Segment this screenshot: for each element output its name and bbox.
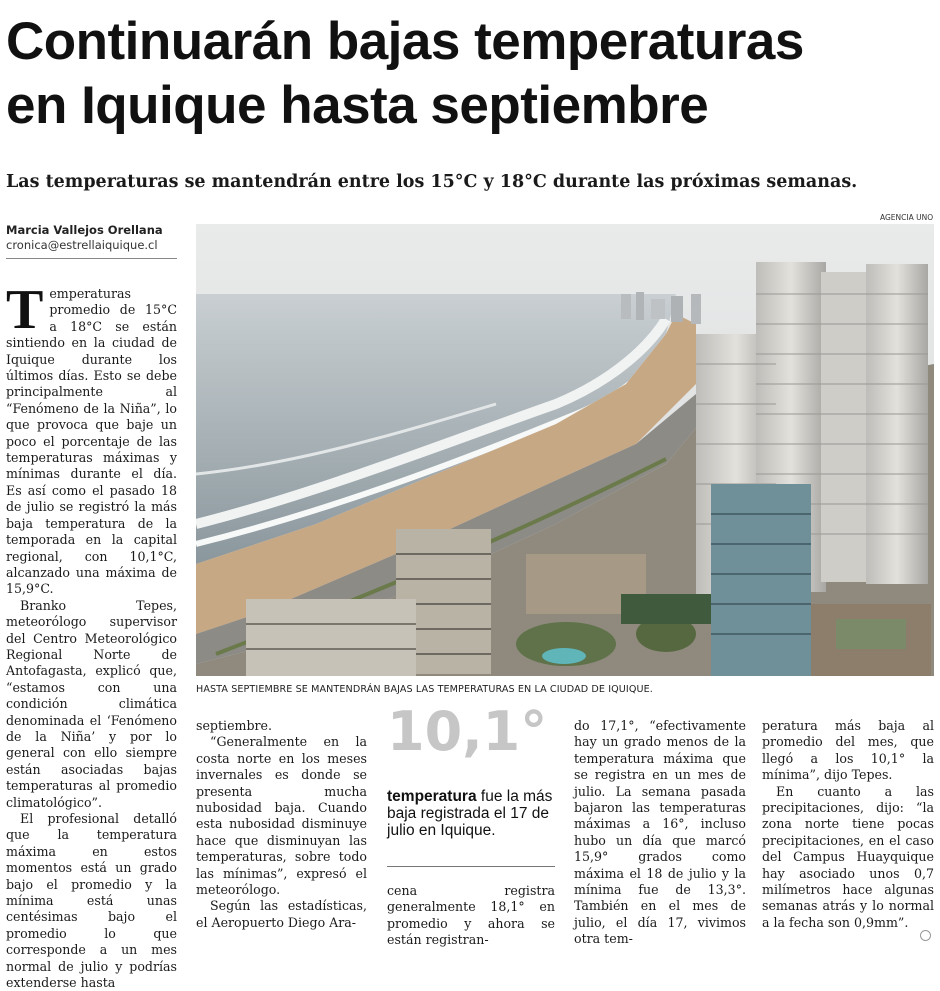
highlight-value: 10,1° bbox=[387, 700, 548, 763]
body-column-5 bbox=[762, 718, 934, 931]
paragraph: “Generalmente en la costa norte en los meses invernales es donde se presenta mucha nubosidad baja. Cuando esta nubosidad disminuye hace que disminuyan las temperaturas, sobre todo las mínimas”, expresó el meteorólogo. bbox=[196, 734, 367, 898]
paragraph: do 17,1°, “efectivamente hay un grado menos de la temperatura máxima que se registra en un mes de julio. La semana pasada bajaron las temperaturas máximas a 16°, incluso hubo un día que marcó 15,9° grados como máxima el 18 de julio y la mínima fue de 13,3°. También en el mes de julio, el día 17, vivimos otra tem- bbox=[574, 718, 746, 947]
headline bbox=[6, 10, 936, 138]
headline-line-2: en Iquique hasta septiembre bbox=[6, 76, 709, 135]
body-column-3 bbox=[387, 883, 555, 949]
highlight-keyword: temperatura bbox=[387, 788, 477, 805]
photo-caption: HASTA SEPTIEMBRE SE MANTENDRÁN BAJAS LAS TEMPERATURAS EN LA CIUDAD DE IQUIQUE. bbox=[196, 684, 653, 695]
author-email: cronica@estrellaiquique.cl bbox=[6, 238, 158, 252]
drop-cap: T bbox=[6, 279, 44, 341]
body-column-4 bbox=[574, 718, 746, 948]
paragraph: En cuanto a las precipitaciones, dijo: “la zona norte tiene pocas precipitaciones, en el caso del Campus Huayquique hay asociado unos 0,7 milímetros hace algunas semanas atrás y lo normal a la fecha son 0,9mm”. bbox=[762, 783, 934, 930]
paragraph: septiembre. bbox=[196, 718, 272, 733]
body-column-1 bbox=[6, 279, 177, 991]
author-name: Marcia Vallejos Orellana bbox=[6, 223, 163, 237]
author-divider bbox=[6, 258, 177, 259]
body-column-2 bbox=[196, 718, 367, 931]
photo-credit: AGENCIA UNO bbox=[880, 213, 934, 222]
end-mark-icon bbox=[920, 930, 931, 941]
paragraph: peratura más baja al promedio del mes, que llegó a los 10,1° la mínima”, dijo Tepes. bbox=[762, 718, 934, 783]
highlight-divider bbox=[387, 866, 555, 867]
highlight-text: fue la más baja registrada el 17 de julio en Iquique. bbox=[387, 788, 553, 839]
paragraph: emperaturas promedio de 15°C a 18°C se están sintiendo en la ciudad de Iquique durante los últimos días. Esto se debe principalmente al “Fenómeno de la Niña”, lo que provoca que baje un poco el porcentaje de las temperaturas máximas y mínimas durante el día. Es así como el pasado 18 de julio se registró la más baja temperatura de la temporada en la capital regional, con 10,1°C, alcanzado una máxima de 15,9°C. bbox=[6, 286, 177, 597]
paragraph: El profesional detalló que la temperatura máxima en estos momentos está un grado bajo el promedio y la mínima está unas centésimas bajo el promedio lo que corresponde a un mes normal de julio y podrías extenderse hasta bbox=[6, 811, 177, 991]
headline-line-1: Continuarán bajas temperaturas bbox=[6, 12, 804, 71]
highlight-description bbox=[387, 788, 557, 839]
subhead: Las temperaturas se mantendrán entre los 15°C y 18°C durante las próximas semanas. bbox=[6, 172, 858, 192]
paragraph: cena registra generalmente 18,1° en promedio y ahora se están registran- bbox=[387, 883, 555, 948]
paragraph: Según las estadísticas, el Aeropuerto Diego Ara- bbox=[196, 898, 367, 930]
paragraph: Branko Tepes, meteorólogo supervisor del Centro Meteorológico Regional Norte de Antofagasta, explicó que, “estamos con una condición climática denominada el ‘Fenómeno de la Niña’ y por lo general con ello siempre están asociadas bajas temperaturas al promedio climatológico”. bbox=[6, 597, 177, 810]
coastline-photo bbox=[196, 224, 934, 676]
